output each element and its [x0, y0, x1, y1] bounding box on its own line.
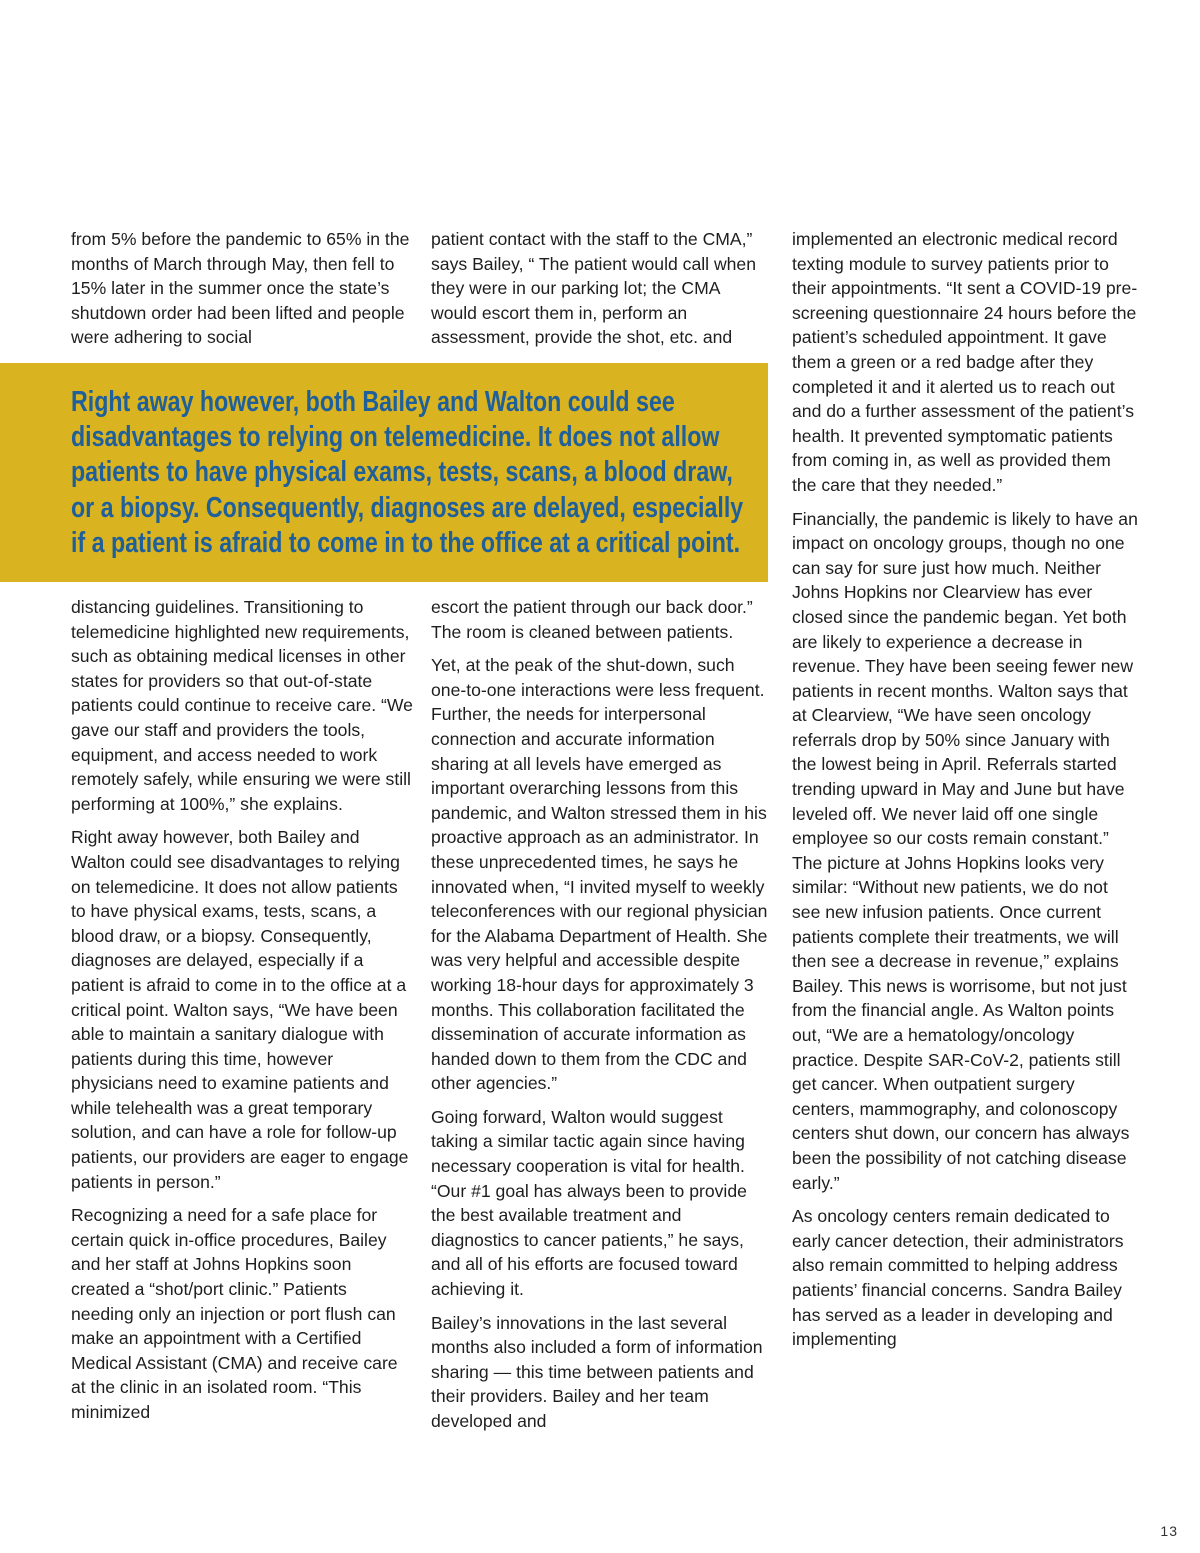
paragraph: Right away however, both Bailey and Walton could see disadvantages to relying on telemedicine. It does not allow patients to have physical exams, tests, scans, a blood draw, or a biopsy. Consequently, diagnoses are delayed, especially if a patient is afraid to come in to the office at a critical point. Walton says, “We have been able to maintain a sanitary dialogue with patients during this time, however physicians need to examine patients and while telehealth was a great temporary solution, and can have a role for follow-up patients, our providers are eager to engage patients in person.” — [71, 827, 409, 1192]
paragraph: Bailey’s innovations in the last several months also included a form of information sharing — this time between patients and their providers. Bailey and her team developed and — [431, 1312, 763, 1431]
column-1-bottom — [71, 595, 413, 1434]
paragraph: escort the patient through our back door.” The room is cleaned between patients. — [431, 597, 753, 642]
paragraph: patient contact with the staff to the CMA,” says Bailey, “ The patient would call when they were in our parking lot; the CMA would escort them in, perform an assessment, provide the shot, etc. and — [431, 229, 757, 348]
paragraph: implemented an electronic medical record texting module to survey patients prior to their appointments. “It sent a COVID-19 pre-screening questionnaire 24 hours before the patient’s scheduled appointment. It gave them a green or a red badge after they completed it and it alerted us to reach out and do a further assessment of the patient’s health. It prevented symptomatic patients from coming in, as well as provided them the care that they needed.” — [792, 229, 1138, 495]
page-number: 13 — [1160, 1523, 1178, 1539]
paragraph: As oncology centers remain dedicated to early cancer detection, their administrators also remain committed to helping address patients’ financial concerns. Sandra Bailey has served as a leader in developing and implementing — [792, 1206, 1124, 1350]
column-2-bottom — [431, 595, 769, 1443]
paragraph: Recognizing a need for a safe place for certain quick in-office procedures, Bailey and her staff at Johns Hopkins soon created a “shot/port clinic.” Patients needing only an injection or port flush can make an appointment with a Certified Medical Assistant (CMA) and receive care at the clinic in an isolated room. “This minimized — [71, 1205, 398, 1422]
paragraph: Yet, at the peak of the shut-down, such one-to-one interactions were less frequent. Further, the needs for interpersonal connection and accurate information sharing at all levels have emerged as important overarching lessons from this pandemic, and Walton stressed them in his proactive approach as an administrator. In these unprecedented times, he says he innovated when, “I invited myself to weekly teleconferences with our regional physician for the Alabama Department of Health. She was very helpful and accessible despite working 18-hour days for approximately 3 months. This collaboration facilitated the dissemination of accurate information as handed down to them from the CDC and other agencies.” — [431, 655, 768, 1094]
paragraph: from 5% before the pandemic to 65% in the months of March through May, then fell to 15% later in the summer once the state’s shutdown order had been lifted and people were adhering to social — [71, 229, 410, 348]
column-1-top — [71, 227, 413, 359]
column-3 — [792, 227, 1138, 1361]
paragraph: distancing guidelines. Transitioning to telemedicine highlighted new requirements, such as obtaining medical licenses in other states for providers so that out-of-state patients could continue to receive care. “We gave our staff and providers the tools, equipment, and access needed to work remotely safely, while ensuring we were still performing at 100%,” she explains. — [71, 597, 413, 814]
pull-quote-text: Right away however, both Bailey and Walton could see disadvantages to relying on telemedicine. It does not allow patients to have physical exams, tests, scans, a blood draw, or a biopsy. Consequently, diagnoses are delayed, especially if a patient is afraid to come in to the office at a critical point. — [71, 386, 744, 559]
column-2-top — [431, 227, 769, 359]
paragraph: Financially, the pandemic is likely to have an impact on oncology groups, though no one can say for sure just how much. Neither Johns Hopkins nor Clearview has ever closed since the pandemic began. Yet both are likely to experience a decrease in revenue. They have been seeing fewer new patients in recent months. Walton says that at Clearview, “We have seen oncology referrals drop by 50% since January with the lowest being in April. Referrals started trending upward in May and June but have leveled off. We never laid off one single employee so our costs remain constant.” The picture at Johns Hopkins looks very similar: “Without new patients, we do not see new infusion patients. Once current patients complete their treatments, we will then see a decrease in revenue,” explains Bailey. This news is worrisome, but not just from the financial angle. As Walton points out, “We are a hematology/oncology practice. Despite SAR-CoV-2, patients still get cancer. When outpatient surgery centers, mammography, and colonoscopy centers shut down, our concern has always been the possibility of not catching disease early.” — [792, 508, 1138, 1193]
paragraph: Going forward, Walton would suggest taking a similar tactic again since having necessary cooperation is vital for health. “Our #1 goal has always been to provide the best available treatment and diagnostics to cancer patients,” he says, and all of his efforts are focused toward achieving it. — [431, 1106, 747, 1300]
pull-quote-banner — [0, 363, 768, 582]
